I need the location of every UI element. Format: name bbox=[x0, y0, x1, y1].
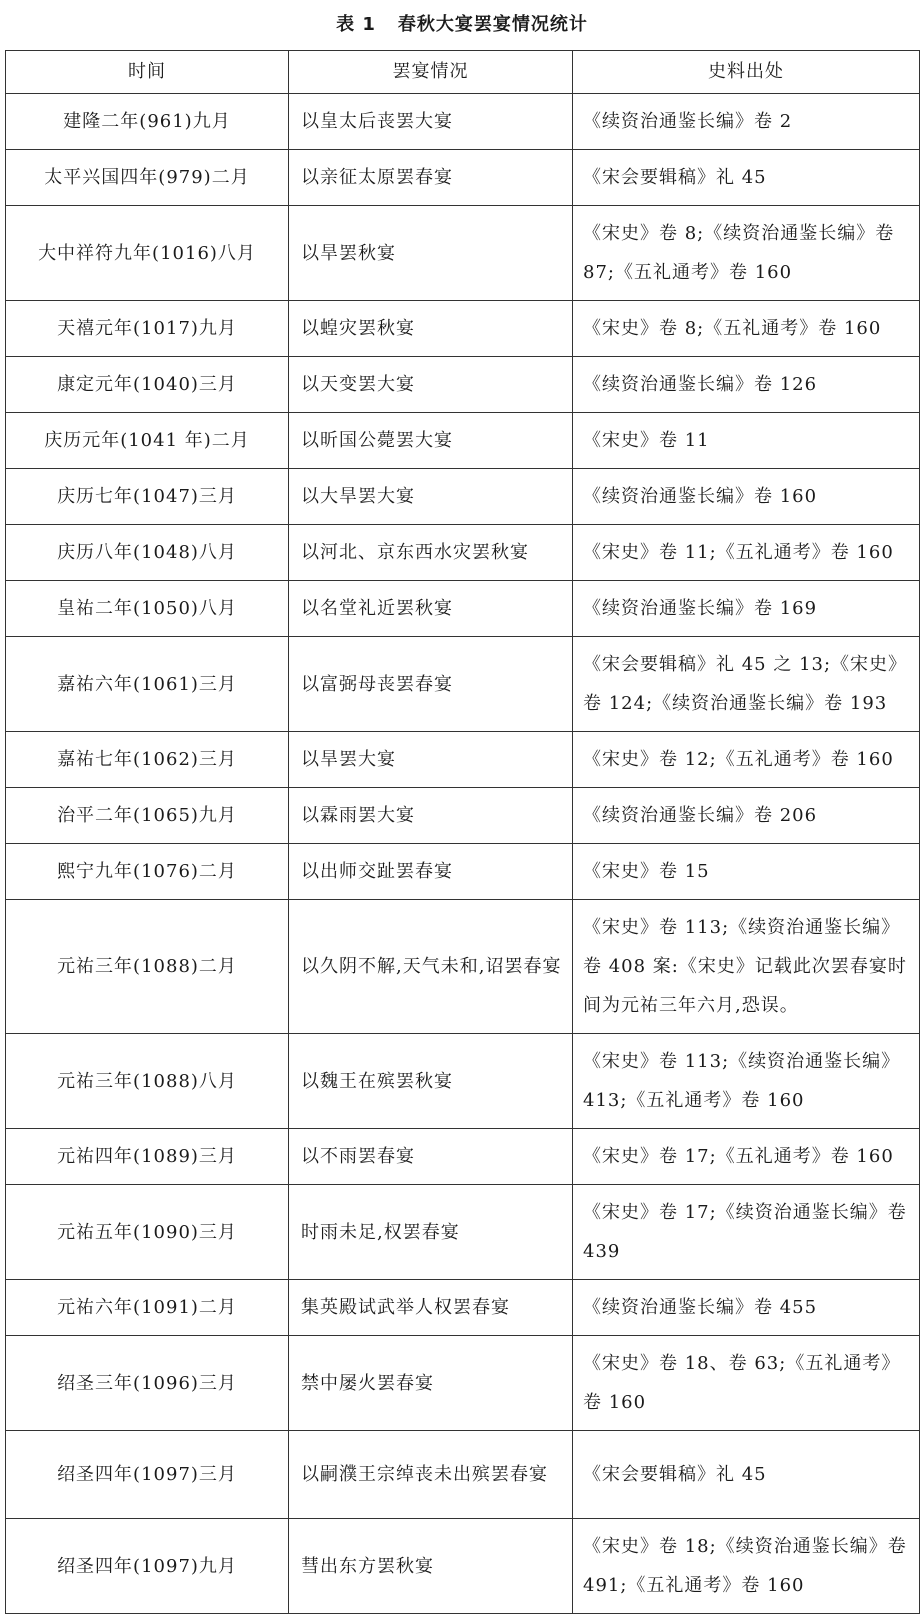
column-header-source: 史料出处 bbox=[573, 51, 920, 94]
time-cell: 庆历七年(1047)三月 bbox=[6, 469, 289, 525]
time-cell: 嘉祐六年(1061)三月 bbox=[6, 637, 289, 732]
cancellation-cell: 以不雨罢春宴 bbox=[289, 1129, 573, 1185]
column-header-cancellation: 罢宴情况 bbox=[289, 51, 573, 94]
cancellation-cell: 以天变罢大宴 bbox=[289, 357, 573, 413]
source-cell: 《宋会要辑稿》礼 45 之 13;《宋史》卷 124;《续资治通鉴长编》卷 193 bbox=[573, 637, 920, 732]
source-cell: 《宋会要辑稿》礼 45 bbox=[573, 1431, 920, 1519]
source-cell: 《宋史》卷 18;《续资治通鉴长编》卷 491;《五礼通考》卷 160 bbox=[573, 1519, 920, 1614]
table-row bbox=[6, 1034, 920, 1129]
time-cell: 庆历八年(1048)八月 bbox=[6, 525, 289, 581]
column-header-time: 时间 bbox=[6, 51, 289, 94]
cancellation-cell: 以蝗灾罢秋宴 bbox=[289, 301, 573, 357]
table-row bbox=[6, 357, 920, 413]
table-row bbox=[6, 469, 920, 525]
table-row bbox=[6, 1280, 920, 1336]
table-row bbox=[6, 581, 920, 637]
table-row bbox=[6, 525, 920, 581]
source-cell: 《宋史》卷 15 bbox=[573, 844, 920, 900]
cancellation-cell: 以久阴不解,天气未和,诏罢春宴 bbox=[289, 900, 573, 1034]
banquet-cancellation-table bbox=[5, 50, 920, 1614]
table-number: 表 1 bbox=[336, 14, 376, 35]
table-row bbox=[6, 900, 920, 1034]
table-row bbox=[6, 150, 920, 206]
source-cell: 《宋史》卷 17;《五礼通考》卷 160 bbox=[573, 1129, 920, 1185]
cancellation-cell: 以皇太后丧罢大宴 bbox=[289, 94, 573, 150]
source-cell: 《宋史》卷 11;《五礼通考》卷 160 bbox=[573, 525, 920, 581]
table-row bbox=[6, 413, 920, 469]
table-title: 春秋大宴罢宴情况统计 bbox=[397, 14, 588, 35]
source-cell: 《续资治通鉴长编》卷 2 bbox=[573, 94, 920, 150]
cancellation-cell: 集英殿试武举人权罢春宴 bbox=[289, 1280, 573, 1336]
source-cell: 《宋史》卷 113;《续资治通鉴长编》413;《五礼通考》卷 160 bbox=[573, 1034, 920, 1129]
time-cell: 熙宁九年(1076)二月 bbox=[6, 844, 289, 900]
time-cell: 皇祐二年(1050)八月 bbox=[6, 581, 289, 637]
cancellation-cell: 以富弼母丧罢春宴 bbox=[289, 637, 573, 732]
time-cell: 元祐六年(1091)二月 bbox=[6, 1280, 289, 1336]
cancellation-cell: 以旱罢大宴 bbox=[289, 732, 573, 788]
table-row bbox=[6, 1336, 920, 1431]
source-cell: 《续资治通鉴长编》卷 126 bbox=[573, 357, 920, 413]
cancellation-cell: 时雨未足,权罢春宴 bbox=[289, 1185, 573, 1280]
time-cell: 绍圣四年(1097)三月 bbox=[6, 1431, 289, 1519]
time-cell: 元祐三年(1088)二月 bbox=[6, 900, 289, 1034]
source-cell: 《宋史》卷 8;《五礼通考》卷 160 bbox=[573, 301, 920, 357]
cancellation-cell: 以亲征太原罢春宴 bbox=[289, 150, 573, 206]
cancellation-cell: 以嗣濮王宗绰丧未出殡罢春宴 bbox=[289, 1431, 573, 1519]
time-cell: 康定元年(1040)三月 bbox=[6, 357, 289, 413]
table-row bbox=[6, 1185, 920, 1280]
table-row bbox=[6, 1431, 920, 1519]
cancellation-cell: 以旱罢秋宴 bbox=[289, 206, 573, 301]
source-cell: 《宋史》卷 113;《续资治通鉴长编》卷 408 案:《宋史》记载此次罢春宴时间为元祐三年六月,恐误。 bbox=[573, 900, 920, 1034]
table-row bbox=[6, 94, 920, 150]
source-cell: 《宋会要辑稿》礼 45 bbox=[573, 150, 920, 206]
time-cell: 天禧元年(1017)九月 bbox=[6, 301, 289, 357]
source-cell: 《续资治通鉴长编》卷 455 bbox=[573, 1280, 920, 1336]
table-row bbox=[6, 637, 920, 732]
table-row bbox=[6, 1519, 920, 1614]
time-cell: 绍圣四年(1097)九月 bbox=[6, 1519, 289, 1614]
cancellation-cell: 以魏王在殡罢秋宴 bbox=[289, 1034, 573, 1129]
time-cell: 太平兴国四年(979)二月 bbox=[6, 150, 289, 206]
table-row bbox=[6, 844, 920, 900]
cancellation-cell: 以河北、京东西水灾罢秋宴 bbox=[289, 525, 573, 581]
time-cell: 大中祥符九年(1016)八月 bbox=[6, 206, 289, 301]
source-cell: 《宋史》卷 8;《续资治通鉴长编》卷 87;《五礼通考》卷 160 bbox=[573, 206, 920, 301]
time-cell: 嘉祐七年(1062)三月 bbox=[6, 732, 289, 788]
table-caption bbox=[0, 8, 924, 42]
header-row bbox=[6, 51, 920, 94]
table-row bbox=[6, 788, 920, 844]
cancellation-cell: 彗出东方罢秋宴 bbox=[289, 1519, 573, 1614]
source-cell: 《宋史》卷 12;《五礼通考》卷 160 bbox=[573, 732, 920, 788]
time-cell: 治平二年(1065)九月 bbox=[6, 788, 289, 844]
source-cell: 《续资治通鉴长编》卷 160 bbox=[573, 469, 920, 525]
source-cell: 《宋史》卷 11 bbox=[573, 413, 920, 469]
time-cell: 元祐五年(1090)三月 bbox=[6, 1185, 289, 1280]
cancellation-cell: 以大旱罢大宴 bbox=[289, 469, 573, 525]
cancellation-cell: 以出师交趾罢春宴 bbox=[289, 844, 573, 900]
source-cell: 《宋史》卷 17;《续资治通鉴长编》卷 439 bbox=[573, 1185, 920, 1280]
table-row bbox=[6, 1129, 920, 1185]
source-cell: 《续资治通鉴长编》卷 206 bbox=[573, 788, 920, 844]
table-row bbox=[6, 732, 920, 788]
time-cell: 庆历元年(1041 年)二月 bbox=[6, 413, 289, 469]
table-row bbox=[6, 206, 920, 301]
source-cell: 《续资治通鉴长编》卷 169 bbox=[573, 581, 920, 637]
cancellation-cell: 以昕国公薨罢大宴 bbox=[289, 413, 573, 469]
cancellation-cell: 以霖雨罢大宴 bbox=[289, 788, 573, 844]
table-row bbox=[6, 301, 920, 357]
source-cell: 《宋史》卷 18、卷 63;《五礼通考》卷 160 bbox=[573, 1336, 920, 1431]
time-cell: 绍圣三年(1096)三月 bbox=[6, 1336, 289, 1431]
time-cell: 元祐三年(1088)八月 bbox=[6, 1034, 289, 1129]
time-cell: 元祐四年(1089)三月 bbox=[6, 1129, 289, 1185]
cancellation-cell: 以名堂礼近罢秋宴 bbox=[289, 581, 573, 637]
cancellation-cell: 禁中屡火罢春宴 bbox=[289, 1336, 573, 1431]
time-cell: 建隆二年(961)九月 bbox=[6, 94, 289, 150]
